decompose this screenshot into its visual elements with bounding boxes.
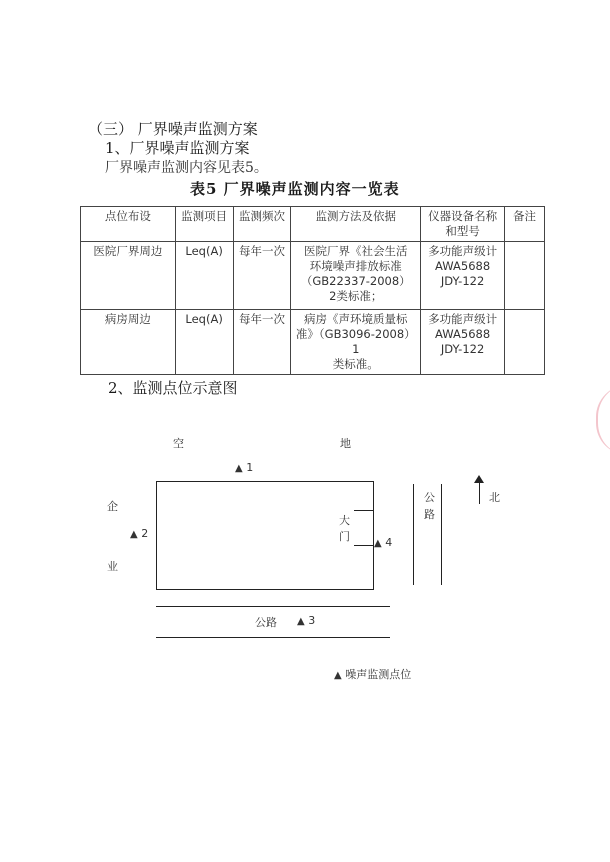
instrument-line: JDY-122 <box>440 342 485 356</box>
legend <box>334 666 411 682</box>
instrument-line: JDY-122 <box>440 274 485 288</box>
method-line: 病房《声环境质量标 <box>304 312 408 326</box>
cell-instrument <box>421 310 505 375</box>
method-line: 环境噪声排放标准 <box>309 259 402 273</box>
method-line: 医院厂界《社会生活 <box>304 244 408 258</box>
gate-label-1: 大 <box>339 514 350 527</box>
table-row <box>81 242 545 310</box>
road-bottom-label: 公路 <box>255 616 277 629</box>
road-right-line-right <box>441 484 442 585</box>
method-line: 准》（GB3096-2008）1 <box>295 327 416 356</box>
cell-location: 医院厂界周边 <box>81 242 176 310</box>
header-item: 监测项目 <box>175 207 233 242</box>
diagram-title: 2、监测点位示意图 <box>108 379 238 397</box>
monitoring-table <box>80 206 545 375</box>
gate-line-top <box>354 510 373 511</box>
intro-text: 厂界噪声监测内容见表5。 <box>105 160 268 176</box>
triangle-marker-icon: ▲ <box>374 538 382 549</box>
cell-frequency: 每年一次 <box>233 242 291 310</box>
cell-item: Leq(A) <box>175 310 233 375</box>
gate-line-bottom <box>354 545 373 546</box>
subsection-heading: 1、厂界噪声监测方案 <box>105 139 250 157</box>
monitoring-point-1: ▲ 1 <box>235 461 254 474</box>
instrument-line: 多功能声级计 <box>428 312 498 326</box>
road-right-line-left <box>413 484 414 585</box>
monitoring-point-3: ▲ 3 <box>297 614 316 627</box>
north-label: 北 <box>489 491 500 504</box>
instrument-line: 多功能声级计 <box>428 244 498 258</box>
monitoring-point-4: ▲ 4 <box>374 536 393 549</box>
triangle-marker-icon: ▲ <box>130 529 138 540</box>
instrument-line: AWA5688 <box>435 327 491 341</box>
cell-remark <box>505 242 545 310</box>
cell-location: 病房周边 <box>81 310 176 375</box>
label-kong: 空 <box>173 437 184 450</box>
seal-stamp-icon <box>596 385 610 455</box>
method-line: 类标准。 <box>332 357 379 371</box>
header-frequency: 监测频次 <box>233 207 291 242</box>
monitoring-point-2: ▲ 2 <box>130 527 149 540</box>
header-location: 点位布设 <box>81 207 176 242</box>
road-bottom-line-top <box>156 606 390 607</box>
gate-label-2: 门 <box>339 530 350 543</box>
table-row <box>81 310 545 375</box>
method-line: 2类标准； <box>329 289 383 303</box>
section-heading: （三） 厂界噪声监测方案 <box>88 120 258 138</box>
instrument-line: AWA5688 <box>435 259 491 273</box>
road-bottom-line-bottom <box>156 637 390 638</box>
cell-remark <box>505 310 545 375</box>
header-instrument: 仪器设备名称和型号 <box>421 207 505 242</box>
cell-method <box>291 310 421 375</box>
legend-label: 噪声监测点位 <box>345 668 412 681</box>
road-right-label-1: 公 <box>424 491 435 504</box>
cell-frequency: 每年一次 <box>233 310 291 375</box>
label-ye: 业 <box>107 560 118 573</box>
road-right-label-2: 路 <box>424 508 435 521</box>
north-arrow-icon <box>474 475 484 483</box>
header-remark: 备注 <box>505 207 545 242</box>
label-di: 地 <box>340 437 351 450</box>
triangle-marker-icon: ▲ <box>235 463 243 474</box>
table-header-row <box>81 207 545 242</box>
cell-instrument <box>421 242 505 310</box>
cell-item: Leq(A) <box>175 242 233 310</box>
method-line: （GB22337-2008） <box>300 274 411 288</box>
cell-method <box>291 242 421 310</box>
triangle-marker-icon: ▲ <box>297 616 305 627</box>
header-method: 监测方法及依据 <box>291 207 421 242</box>
label-qi: 企 <box>107 500 118 513</box>
table-caption: 表5 厂界噪声监测内容一览表 <box>190 180 400 198</box>
north-arrow-shaft <box>479 480 480 504</box>
triangle-marker-icon: ▲ <box>334 670 342 681</box>
